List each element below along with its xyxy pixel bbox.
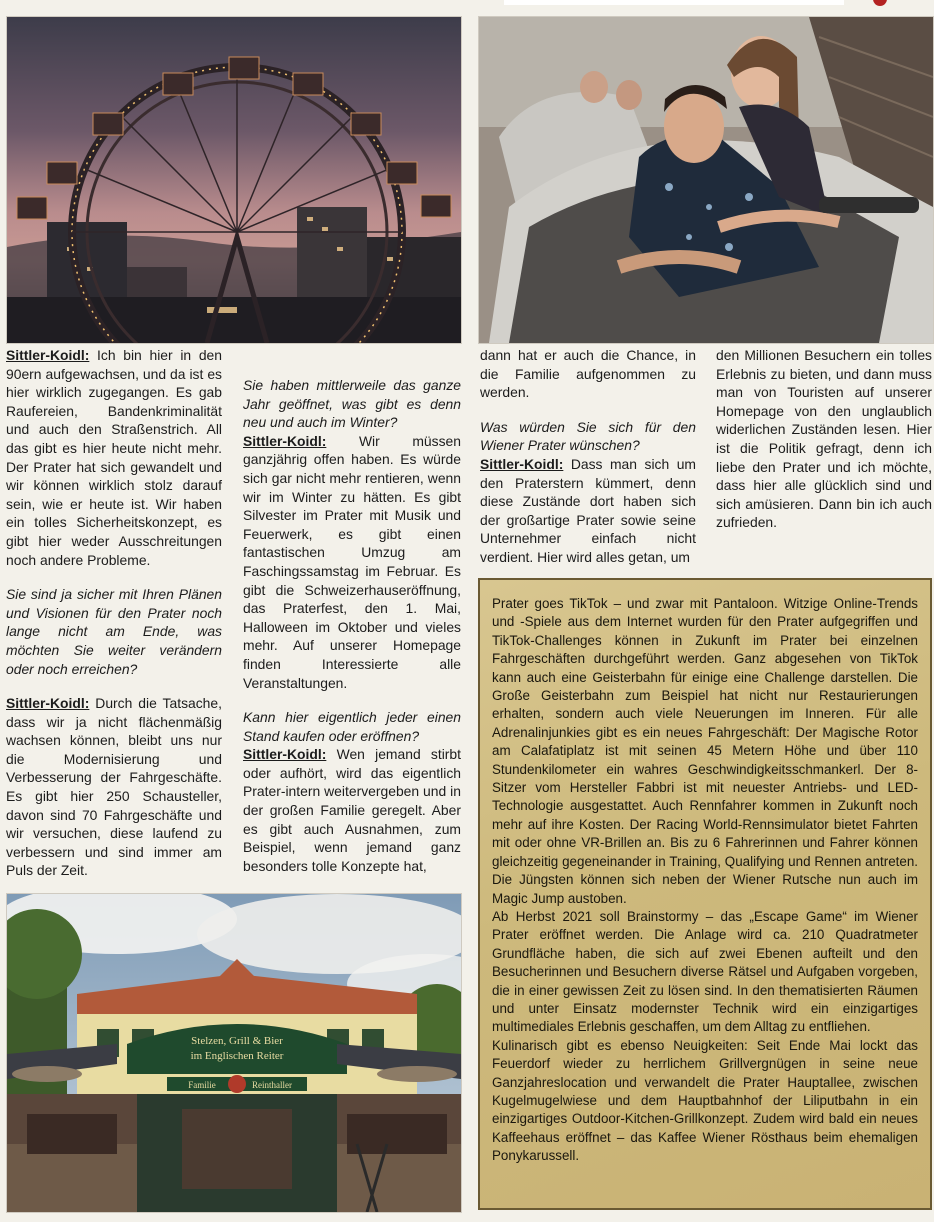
interview-question: Was würden Sie sich für den Wiener Prater wünschen? (480, 418, 696, 454)
restaurant-sign-line2: im Englischen Reiter (190, 1050, 284, 1062)
answer-text: Wen jemand stirbt oder aufhört, wird das eigentlich Prater-intern weitervergeben und in der großen Familie geregelt. Aber es gibt auch Ausnahmen, zum Beispiel, wenn jemand ganz besonders tolle Konzepte hat, (243, 746, 461, 874)
infobox-paragraph-escape-game: Ab Herbst 2021 soll Brainstormy – das „Escape Game“ im Wiener Prater eröffnet werden. Die Anlage wird ca. 210 Quadratmeter Grundfläche haben, die sich auf zwei Ebenen aufteilt und den Besucherinnen und Besuchern diverse Rätsel und Aufgaben vorgeben, die in einer gewissen Zeit zu lösen sind. In den thematisierten Räumen und unter Einsatz modernster Technik wird ein einzigartiges multimediales Erlebnis geschaffen, um dem Alltag zu entfliehen. (492, 908, 918, 1035)
publisher-logo-icon (873, 0, 887, 6)
speaker-label: Sittler-Koidl: (243, 746, 327, 763)
restaurant-banner-left: Familie (188, 1080, 216, 1090)
infobox-paragraph-tiktok: Prater goes TikTok – und zwar mit Pantaloon. Witzige Online-Trends und -Spiele aus dem Internet wurden für den Prater aufgegriffen und TikTok-Challenges können in Zukunft im Prater bei einzelnen Fahrgeschäften durchgeführt werden. Ganz abgesehen von TikTok kann auch eine Geisterbahn für einige eine Challenge darstellen. Die Große Geisterbahn zum Beispiel hat nicht nur Restaurierungen erhalten, sondern auch viele Neuerungen im Inneren. Für alle Adrenalinjunkies gibt es ein neues Fahrgeschäft: Der Magische Rotor am Calafatiplatz ist mit seinen 45 Metern Höhe und über 110 Stundenkilometer ein wahres Geschwindigkeitsschmankerl. Der 8-Sitzer vom Hersteller Fabbri ist mit neuester Antriebs- und LED-Technologie ausgestattet. Auch Rennfahrer kommen in Zukunft noch mehr auf ihre Kosten. Der Racing World-Rennsimulator bietet Fahrten mit oder ohne VR-Brillen an. Bis zu 6 Fahrerinnen und Fahrer können gleichzeitig gegeneinander in Training, Qualifying und Rennen antreten. Die Jüngsten können sich neben der Wiener Rutsche nun auch im Magic Jump austoben. (492, 596, 918, 906)
restaurant-sign-line1: Stelzen, Grill & Bier (191, 1035, 283, 1047)
answer-text: Ich bin hier in den 90ern aufgewachsen, und da ist es hier wirklich zugegangen. Es gab Raufereien, Bandenkriminalität und auch den Straßenstrich. All das gibt es hier heute nicht mehr. Der Prater hat sich gewandelt und wir können wirklich stolz darauf sein, wie er heute ist. Wir haben ein tolles Sicherheitskonzept, es gibt hier weder Ausschreitungen noch andere Probleme. (6, 347, 222, 568)
answer-text: Wir müssen ganzjährig offen haben. Es würde sich gar nicht mehr rentieren, wenn wir im Winter zu hätten. Es gibt Silvester im Prater mit Musik und Feuerwerk, es gibt einen fantastischen Umzug am Faschingssamstag im Februar. Es gibt die Schweizerhauseröffnung, das Praterfest, den 1. Mai, Halloween im Oktober und vieles mehr. Auf unserer Homepage finden Interessierte alle Veranstaltungen. (243, 432, 461, 691)
ride-children-image (479, 17, 933, 343)
restaurant-image (7, 894, 461, 1212)
interview-column-1 (6, 346, 222, 896)
answer-continuation: den Millionen Besuchern ein tolles Erlebnis zu bieten, und dann muss man von Touristen auf unserer Homepage von den unglaublich widerlichen Zuständen lesen. Hier ist die Politik gefragt, denn ich liebe den Prater und ich möchte, dass hier alle glücklich sind und sich amüsieren. Dann bin ich auch zufrieden. (716, 347, 932, 531)
speaker-label: Sittler-Koidl: (6, 695, 90, 712)
ferris-wheel-image (7, 17, 461, 343)
interview-question: Kann hier eigentlich jeder einen Stand kaufen oder eröffnen? (243, 709, 461, 744)
photo-restaurant (6, 893, 462, 1213)
speaker-label: Sittler-Koidl: (480, 455, 564, 472)
speaker-label: Sittler-Koidl: (6, 347, 90, 363)
photo-ferris-wheel (6, 16, 462, 344)
speaker-label: Sittler-Koidl: (243, 432, 327, 449)
news-infobox (478, 578, 932, 1210)
interview-question: Sie sind ja sicher mit Ihren Plänen und Visionen für den Prater noch lange nicht am Ende, was möchten Sie weiter verändern oder noch erreichen? (6, 586, 222, 677)
interview-column-4 (716, 346, 932, 548)
answer-continuation: dann hat er auch die Chance, in die Familie aufgenommen zu werden. (480, 347, 696, 401)
answer-text: Dass man sich um den Praterstern kümmert, denn diese Zustände dort haben sich der großartige Prater sowie seine Unternehmer einfach nicht verdient. Hier wird alles getan, um (480, 455, 696, 565)
interview-column-3 (480, 346, 696, 583)
restaurant-banner-right: Reinthaller (252, 1080, 292, 1090)
interview-column-2 (243, 376, 461, 891)
infobox-text (492, 595, 918, 1200)
interview-question: Sie haben mittlerweile das ganze Jahr geöffnet, was gibt es denn neu und auch im Winter? (243, 377, 461, 431)
infobox-paragraph-culinary: Kulinarisch gibt es ebenso Neuigkeiten: Seit Ende Mai lockt das Feuerdorf wieder zu herrlichem Grillvergnügen in seine neue Ganzjahreslocation und verwandelt die Prater Hauptallee, zwischen Kugelmugelwiese und dem Hauptbahnhof der Liliputbahn in ein einzigartiges Outdoor-Kitchen-Grillkonzept. Zudem wird bald ein neues Kaffeehaus eröffnet – das Kaffee Wiener Rösthaus beim ehemaligen Ponykarussell. (492, 1037, 918, 1164)
answer-text: Durch die Tatsache, dass wir ja nicht flächenmäßig wachsen können, bleibt uns nur die Modernisierung und Verbesserung der Fahrgeschäfte. Es gibt hier 250 Schausteller, davon sind 70 Fahrgeschäfte und wir versuchen, diese laufend zu verbessern und sind immer am Puls der Zeit. (6, 695, 222, 879)
photo-ride-children (478, 16, 934, 344)
top-edge-strip (504, 0, 844, 5)
